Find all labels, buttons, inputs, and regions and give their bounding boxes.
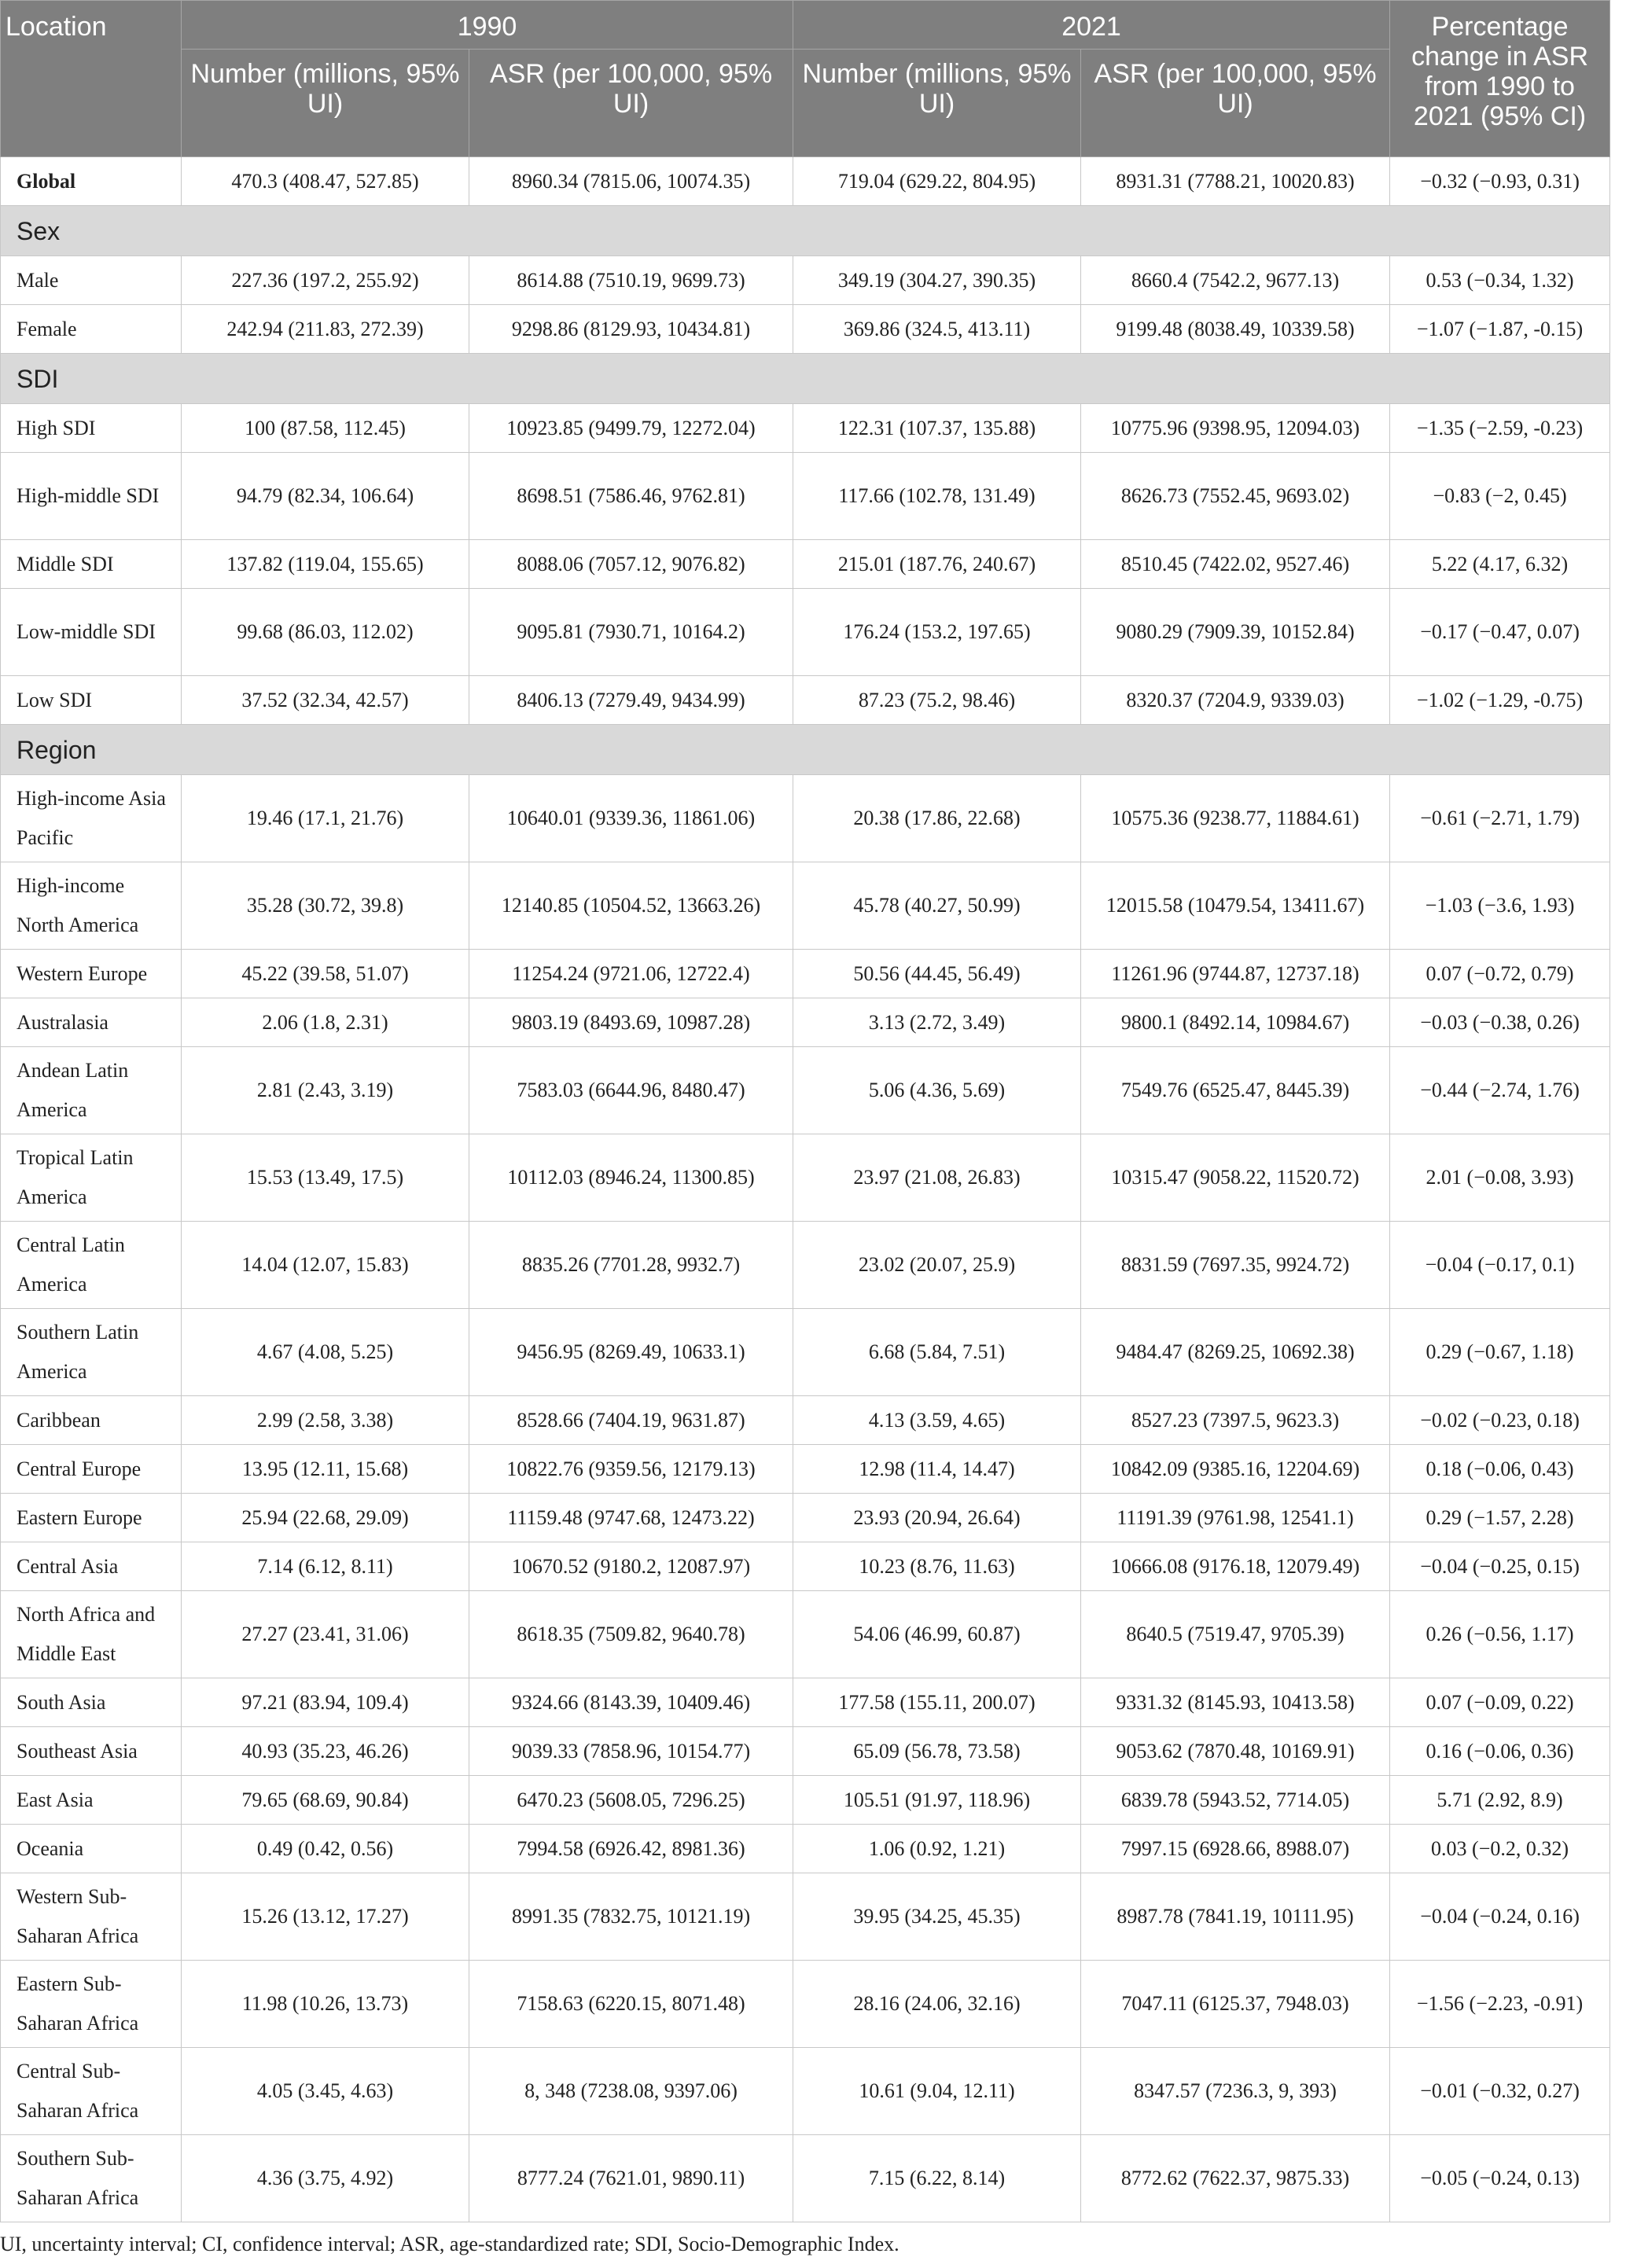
asr-1990-cell: 9456.95 (8269.49, 10633.1) [469,1309,793,1396]
table-row [1,1961,1610,2048]
percentage-change-cell: −0.02 (−0.23, 0.18) [1390,1396,1610,1445]
number-2021-cell: 719.04 (629.22, 804.95) [793,157,1081,206]
number-1990-cell: 11.98 (10.26, 13.73) [182,1961,469,2048]
header-asr-2021: ASR (per 100,000, 95% UI) [1081,50,1390,157]
asr-2021-cell: 8931.31 (7788.21, 10020.83) [1081,157,1390,206]
header-number-2021: Number (millions, 95% UI) [793,50,1081,157]
header-year-2021: 2021 [793,1,1390,50]
number-2021-cell: 23.93 (20.94, 26.64) [793,1494,1081,1542]
section-label: Sex [1,206,1610,256]
percentage-change-cell: 2.01 (−0.08, 3.93) [1390,1134,1610,1222]
percentage-change-cell: 0.07 (−0.72, 0.79) [1390,950,1610,998]
number-2021-cell: 4.13 (3.59, 4.65) [793,1396,1081,1445]
section-label: Region [1,725,1610,775]
table-row [1,1678,1610,1727]
table-row [1,998,1610,1047]
number-2021-cell: 10.61 (9.04, 12.11) [793,2048,1081,2135]
asr-1990-cell: 8, 348 (7238.08, 9397.06) [469,2048,793,2135]
asr-2021-cell: 10575.36 (9238.77, 11884.61) [1081,775,1390,862]
asr-2021-cell: 10315.47 (9058.22, 11520.72) [1081,1134,1390,1222]
percentage-change-cell: −1.56 (−2.23, -0.91) [1390,1961,1610,2048]
table-row [1,540,1610,589]
table-row [1,1591,1610,1678]
table-row [1,862,1610,950]
number-2021-cell: 20.38 (17.86, 22.68) [793,775,1081,862]
number-2021-cell: 7.15 (6.22, 8.14) [793,2135,1081,2222]
number-2021-cell: 105.51 (91.97, 118.96) [793,1776,1081,1825]
number-1990-cell: 2.99 (2.58, 3.38) [182,1396,469,1445]
percentage-change-cell: −0.83 (−2, 0.45) [1390,453,1610,540]
number-1990-cell: 19.46 (17.1, 21.76) [182,775,469,862]
asr-1990-cell: 8088.06 (7057.12, 9076.82) [469,540,793,589]
asr-2021-cell: 7997.15 (6928.66, 8988.07) [1081,1825,1390,1873]
location-cell: Oceania [1,1825,182,1873]
percentage-change-cell: 0.29 (−0.67, 1.18) [1390,1309,1610,1396]
asr-1990-cell: 9324.66 (8143.39, 10409.46) [469,1678,793,1727]
table-body [1,157,1610,2222]
location-cell: Middle SDI [1,540,182,589]
percentage-change-cell: −0.05 (−0.24, 0.13) [1390,2135,1610,2222]
table-footnote: UI, uncertainty interval; CI, confidence interval; ASR, age-standardized rate; SDI, Socio-Demographic Index. [0,2233,899,2255]
asr-2021-cell: 8510.45 (7422.02, 9527.46) [1081,540,1390,589]
asr-2021-cell: 11261.96 (9744.87, 12737.18) [1081,950,1390,998]
percentage-change-cell: 0.53 (−0.34, 1.32) [1390,256,1610,305]
asr-2021-cell: 6839.78 (5943.52, 7714.05) [1081,1776,1390,1825]
location-cell: Western Europe [1,950,182,998]
percentage-change-cell: −1.03 (−3.6, 1.93) [1390,862,1610,950]
location-cell: Central Asia [1,1542,182,1591]
section-row [1,725,1610,775]
asr-1990-cell: 7583.03 (6644.96, 8480.47) [469,1047,793,1134]
location-cell: Andean Latin America [1,1047,182,1134]
number-1990-cell: 35.28 (30.72, 39.8) [182,862,469,950]
table-row [1,1494,1610,1542]
number-1990-cell: 37.52 (32.34, 42.57) [182,676,469,725]
number-2021-cell: 39.95 (34.25, 45.35) [793,1873,1081,1961]
location-cell: Southern Sub-Saharan Africa [1,2135,182,2222]
number-2021-cell: 5.06 (4.36, 5.69) [793,1047,1081,1134]
asr-2021-cell: 9053.62 (7870.48, 10169.91) [1081,1727,1390,1776]
percentage-change-cell: −1.02 (−1.29, -0.75) [1390,676,1610,725]
asr-2021-cell: 9080.29 (7909.39, 10152.84) [1081,589,1390,676]
asr-1990-cell: 8698.51 (7586.46, 9762.81) [469,453,793,540]
table-row [1,950,1610,998]
number-1990-cell: 137.82 (119.04, 155.65) [182,540,469,589]
percentage-change-cell: −0.04 (−0.17, 0.1) [1390,1222,1610,1309]
asr-2021-cell: 7549.76 (6525.47, 8445.39) [1081,1047,1390,1134]
asr-1990-cell: 9039.33 (7858.96, 10154.77) [469,1727,793,1776]
header-location: Location [1,1,182,157]
location-cell: High-income North America [1,862,182,950]
number-2021-cell: 122.31 (107.37, 135.88) [793,404,1081,453]
percentage-change-cell: 5.22 (4.17, 6.32) [1390,540,1610,589]
asr-2021-cell: 9800.1 (8492.14, 10984.67) [1081,998,1390,1047]
number-1990-cell: 40.93 (35.23, 46.26) [182,1727,469,1776]
table-row [1,1309,1610,1396]
percentage-change-cell: −0.61 (−2.71, 1.79) [1390,775,1610,862]
section-label: SDI [1,354,1610,404]
asr-1990-cell: 9095.81 (7930.71, 10164.2) [469,589,793,676]
asr-1990-cell: 8991.35 (7832.75, 10121.19) [469,1873,793,1961]
number-1990-cell: 45.22 (39.58, 51.07) [182,950,469,998]
asr-2021-cell: 8626.73 (7552.45, 9693.02) [1081,453,1390,540]
table-row [1,1047,1610,1134]
asr-1990-cell: 8614.88 (7510.19, 9699.73) [469,256,793,305]
table-row [1,1776,1610,1825]
number-2021-cell: 369.86 (324.5, 413.11) [793,305,1081,354]
number-1990-cell: 2.06 (1.8, 2.31) [182,998,469,1047]
asr-2021-cell: 10666.08 (9176.18, 12079.49) [1081,1542,1390,1591]
table-header [1,1,1610,157]
number-1990-cell: 0.49 (0.42, 0.56) [182,1825,469,1873]
asr-2021-cell: 11191.39 (9761.98, 12541.1) [1081,1494,1390,1542]
location-cell: North Africa and Middle East [1,1591,182,1678]
location-cell: Tropical Latin America [1,1134,182,1222]
header-percentage-change: Percentage change in ASR from 1990 to 2021 (95% CI) [1390,1,1610,157]
asr-2021-cell: 8320.37 (7204.9, 9339.03) [1081,676,1390,725]
number-1990-cell: 100 (87.58, 112.45) [182,404,469,453]
asr-2021-cell: 10842.09 (9385.16, 12204.69) [1081,1445,1390,1494]
number-1990-cell: 7.14 (6.12, 8.11) [182,1542,469,1591]
location-cell: Male [1,256,182,305]
asr-2021-cell: 8987.78 (7841.19, 10111.95) [1081,1873,1390,1961]
asr-1990-cell: 12140.85 (10504.52, 13663.26) [469,862,793,950]
asr-2021-cell: 8527.23 (7397.5, 9623.3) [1081,1396,1390,1445]
location-cell: Female [1,305,182,354]
location-cell: Central Sub-Saharan Africa [1,2048,182,2135]
asr-1990-cell: 8777.24 (7621.01, 9890.11) [469,2135,793,2222]
location-cell: Australasia [1,998,182,1047]
location-cell: Global [1,157,182,206]
table-row [1,1727,1610,1776]
asr-1990-cell: 10822.76 (9359.56, 12179.13) [469,1445,793,1494]
header-year-1990: 1990 [182,1,793,50]
number-1990-cell: 27.27 (23.41, 31.06) [182,1591,469,1678]
section-row [1,354,1610,404]
number-1990-cell: 79.65 (68.69, 90.84) [182,1776,469,1825]
table-row [1,1222,1610,1309]
location-cell: Caribbean [1,1396,182,1445]
percentage-change-cell: 5.71 (2.92, 8.9) [1390,1776,1610,1825]
asr-2021-cell: 8347.57 (7236.3, 9, 393) [1081,2048,1390,2135]
number-1990-cell: 99.68 (86.03, 112.02) [182,589,469,676]
number-2021-cell: 23.02 (20.07, 25.9) [793,1222,1081,1309]
number-1990-cell: 15.53 (13.49, 17.5) [182,1134,469,1222]
location-cell: Southeast Asia [1,1727,182,1776]
number-1990-cell: 94.79 (82.34, 106.64) [182,453,469,540]
number-2021-cell: 177.58 (155.11, 200.07) [793,1678,1081,1727]
number-2021-cell: 23.97 (21.08, 26.83) [793,1134,1081,1222]
number-1990-cell: 97.21 (83.94, 109.4) [182,1678,469,1727]
location-cell: High SDI [1,404,182,453]
percentage-change-cell: −0.04 (−0.24, 0.16) [1390,1873,1610,1961]
percentage-change-cell: 0.26 (−0.56, 1.17) [1390,1591,1610,1678]
number-2021-cell: 54.06 (46.99, 60.87) [793,1591,1081,1678]
location-cell: High-middle SDI [1,453,182,540]
number-2021-cell: 28.16 (24.06, 32.16) [793,1961,1081,2048]
location-cell: Central Europe [1,1445,182,1494]
number-2021-cell: 3.13 (2.72, 3.49) [793,998,1081,1047]
asr-1990-cell: 9803.19 (8493.69, 10987.28) [469,998,793,1047]
asr-1990-cell: 8960.34 (7815.06, 10074.35) [469,157,793,206]
asr-2021-cell: 8660.4 (7542.2, 9677.13) [1081,256,1390,305]
percentage-change-cell: 0.16 (−0.06, 0.36) [1390,1727,1610,1776]
percentage-change-cell: −0.17 (−0.47, 0.07) [1390,589,1610,676]
asr-2021-cell: 7047.11 (6125.37, 7948.03) [1081,1961,1390,2048]
number-1990-cell: 4.05 (3.45, 4.63) [182,2048,469,2135]
table-row [1,256,1610,305]
table-row [1,775,1610,862]
table-row [1,1445,1610,1494]
asr-2021-cell: 8831.59 (7697.35, 9924.72) [1081,1222,1390,1309]
asr-2021-cell: 8640.5 (7519.47, 9705.39) [1081,1591,1390,1678]
asr-2021-cell: 9331.32 (8145.93, 10413.58) [1081,1678,1390,1727]
number-2021-cell: 12.98 (11.4, 14.47) [793,1445,1081,1494]
asr-2021-cell: 10775.96 (9398.95, 12094.03) [1081,404,1390,453]
table-row [1,1134,1610,1222]
number-1990-cell: 227.36 (197.2, 255.92) [182,256,469,305]
asr-1990-cell: 11159.48 (9747.68, 12473.22) [469,1494,793,1542]
table-row [1,1873,1610,1961]
asr-2021-cell: 9199.48 (8038.49, 10339.58) [1081,305,1390,354]
number-2021-cell: 349.19 (304.27, 390.35) [793,256,1081,305]
percentage-change-cell: −0.44 (−2.74, 1.76) [1390,1047,1610,1134]
table-row [1,404,1610,453]
header-asr-1990: ASR (per 100,000, 95% UI) [469,50,793,157]
percentage-change-cell: 0.03 (−0.2, 0.32) [1390,1825,1610,1873]
asr-1990-cell: 8835.26 (7701.28, 9932.7) [469,1222,793,1309]
percentage-change-cell: 0.07 (−0.09, 0.22) [1390,1678,1610,1727]
location-cell: Eastern Sub-Saharan Africa [1,1961,182,2048]
number-1990-cell: 470.3 (408.47, 527.85) [182,157,469,206]
asr-1990-cell: 8406.13 (7279.49, 9434.99) [469,676,793,725]
number-2021-cell: 10.23 (8.76, 11.63) [793,1542,1081,1591]
number-1990-cell: 2.81 (2.43, 3.19) [182,1047,469,1134]
asr-1990-cell: 10112.03 (8946.24, 11300.85) [469,1134,793,1222]
location-cell: Western Sub-Saharan Africa [1,1873,182,1961]
asr-1990-cell: 8528.66 (7404.19, 9631.87) [469,1396,793,1445]
number-2021-cell: 45.78 (40.27, 50.99) [793,862,1081,950]
number-2021-cell: 6.68 (5.84, 7.51) [793,1309,1081,1396]
table-row [1,157,1610,206]
number-1990-cell: 4.36 (3.75, 4.92) [182,2135,469,2222]
percentage-change-cell: −0.32 (−0.93, 0.31) [1390,157,1610,206]
asr-2021-cell: 9484.47 (8269.25, 10692.38) [1081,1309,1390,1396]
number-1990-cell: 242.94 (211.83, 272.39) [182,305,469,354]
asr-1990-cell: 10640.01 (9339.36, 11861.06) [469,775,793,862]
asr-1990-cell: 6470.23 (5608.05, 7296.25) [469,1776,793,1825]
number-1990-cell: 13.95 (12.11, 15.68) [182,1445,469,1494]
asr-2021-cell: 8772.62 (7622.37, 9875.33) [1081,2135,1390,2222]
location-cell: High-income Asia Pacific [1,775,182,862]
table-row [1,2048,1610,2135]
table-row [1,453,1610,540]
asr-1990-cell: 10670.52 (9180.2, 12087.97) [469,1542,793,1591]
number-2021-cell: 215.01 (187.76, 240.67) [793,540,1081,589]
asr-1990-cell: 10923.85 (9499.79, 12272.04) [469,404,793,453]
asr-1990-cell: 11254.24 (9721.06, 12722.4) [469,950,793,998]
section-row [1,206,1610,256]
number-1990-cell: 14.04 (12.07, 15.83) [182,1222,469,1309]
table-row [1,589,1610,676]
number-2021-cell: 176.24 (153.2, 197.65) [793,589,1081,676]
location-cell: East Asia [1,1776,182,1825]
number-1990-cell: 25.94 (22.68, 29.09) [182,1494,469,1542]
location-cell: Eastern Europe [1,1494,182,1542]
percentage-change-cell: 0.29 (−1.57, 2.28) [1390,1494,1610,1542]
table-row [1,1542,1610,1591]
asr-1990-cell: 9298.86 (8129.93, 10434.81) [469,305,793,354]
number-2021-cell: 50.56 (44.45, 56.49) [793,950,1081,998]
location-cell: Southern Latin America [1,1309,182,1396]
number-2021-cell: 1.06 (0.92, 1.21) [793,1825,1081,1873]
location-cell: Low SDI [1,676,182,725]
number-2021-cell: 65.09 (56.78, 73.58) [793,1727,1081,1776]
percentage-change-cell: −0.03 (−0.38, 0.26) [1390,998,1610,1047]
table-row [1,1396,1610,1445]
number-1990-cell: 4.67 (4.08, 5.25) [182,1309,469,1396]
number-2021-cell: 87.23 (75.2, 98.46) [793,676,1081,725]
percentage-change-cell: −0.01 (−0.32, 0.27) [1390,2048,1610,2135]
location-cell: Low-middle SDI [1,589,182,676]
asr-1990-cell: 7158.63 (6220.15, 8071.48) [469,1961,793,2048]
table-row [1,2135,1610,2222]
percentage-change-cell: −0.04 (−0.25, 0.15) [1390,1542,1610,1591]
percentage-change-cell: −1.35 (−2.59, -0.23) [1390,404,1610,453]
percentage-change-cell: 0.18 (−0.06, 0.43) [1390,1445,1610,1494]
table-row [1,1825,1610,1873]
number-1990-cell: 15.26 (13.12, 17.27) [182,1873,469,1961]
percentage-change-cell: −1.07 (−1.87, -0.15) [1390,305,1610,354]
location-cell: Central Latin America [1,1222,182,1309]
header-number-1990: Number (millions, 95% UI) [182,50,469,157]
table-row [1,676,1610,725]
location-cell: South Asia [1,1678,182,1727]
asr-2021-cell: 12015.58 (10479.54, 13411.67) [1081,862,1390,950]
asr-1990-cell: 8618.35 (7509.82, 9640.78) [469,1591,793,1678]
asr-1990-cell: 7994.58 (6926.42, 8981.36) [469,1825,793,1873]
table-row [1,305,1610,354]
number-2021-cell: 117.66 (102.78, 131.49) [793,453,1081,540]
